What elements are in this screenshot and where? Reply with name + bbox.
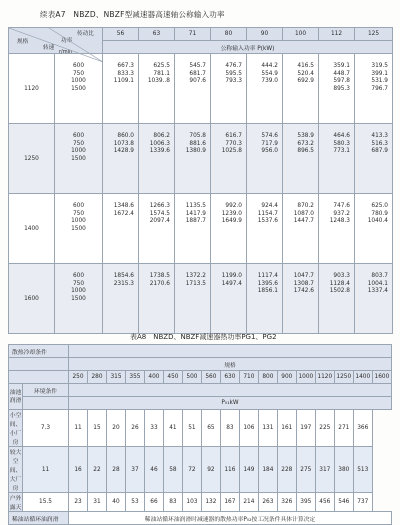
power-value: 667.3 <box>117 63 134 69</box>
power-value: 770.3 <box>225 140 242 147</box>
thermal-power-value: 23 <box>69 493 88 512</box>
power-value: 705.8 <box>189 133 206 139</box>
power-value: 580.3 <box>333 140 350 147</box>
power-value <box>103 296 134 304</box>
size-header: 1400 <box>353 371 372 384</box>
power-value <box>247 226 278 234</box>
power-value: 516.3 <box>371 140 388 147</box>
thermal-power-value: 132 <box>201 493 220 512</box>
power-value-cell <box>139 54 175 124</box>
speed-value: 600 <box>72 133 85 139</box>
thermal-power-value: 15 <box>88 410 107 447</box>
power-value: 2315.3 <box>113 280 134 287</box>
power-value-cell <box>103 54 139 124</box>
power-value <box>103 156 134 164</box>
thermal-power-value: 41 <box>163 410 182 447</box>
thermal-power-value: 72 <box>182 447 201 493</box>
ratio-header: 80 <box>211 28 247 41</box>
thermal-power-value: 28 <box>106 447 125 493</box>
power-value: 359.1 <box>333 63 350 69</box>
thermal-power-value: 263 <box>258 493 277 512</box>
size-header: 1120 <box>315 371 334 384</box>
thermal-power-value: 40 <box>106 493 125 512</box>
table-row <box>9 512 392 525</box>
speed-value: 600 <box>72 203 85 209</box>
power-value: 1372.2 <box>185 273 206 279</box>
power-value-cell <box>175 124 211 194</box>
ratio-header: 56 <box>103 28 139 41</box>
power-value <box>355 156 388 164</box>
power-value <box>139 86 170 94</box>
thermal-power-value: 317 <box>315 447 334 493</box>
power-value <box>247 296 278 304</box>
power-value: 796.7 <box>371 85 388 92</box>
power-value <box>283 296 314 304</box>
size-header: 355 <box>125 371 144 384</box>
corner-diagonals <box>9 28 103 62</box>
table-row <box>9 264 393 334</box>
size-cell: 1400 <box>9 194 55 264</box>
power-value: 448.7 <box>333 70 350 77</box>
power-value: 1339.6 <box>149 148 170 154</box>
thermal-power-value: 26 <box>125 410 144 447</box>
environment-label: 较大空间、大厂房 <box>9 447 23 493</box>
thermal-power-value: 737 <box>353 493 372 512</box>
environment-label: 小空间、小厂房 <box>9 410 23 447</box>
power-value-cell <box>355 54 393 124</box>
size-cell: 1250 <box>9 124 55 194</box>
power-value: 781.1 <box>153 70 170 77</box>
thermal-power-value: 83 <box>163 493 182 512</box>
power-value: 1854.6 <box>113 273 134 279</box>
thermal-power-value: 7.3 <box>23 410 69 447</box>
power-value: 545.7 <box>189 63 206 69</box>
size-header: 450 <box>163 371 182 384</box>
speed-cell <box>55 194 103 264</box>
power-value: 1713.5 <box>185 280 206 287</box>
thermal-power-value: 53 <box>125 493 144 512</box>
speed-value: 1000 <box>71 78 86 84</box>
thermal-power-value: 546 <box>334 493 353 512</box>
size-header: 250 <box>69 371 88 384</box>
size-cell: 1600 <box>9 264 55 334</box>
circulating-lube-label: 稀油站循环油润滑 <box>9 512 69 525</box>
power-value: 597.8 <box>333 78 350 84</box>
power-value: 992.0 <box>225 203 242 209</box>
power-value: 1266.3 <box>149 203 170 209</box>
thermal-power-value: 11 <box>69 410 88 447</box>
power-value: 416.5 <box>297 63 314 69</box>
power-value: 1348.6 <box>113 203 134 209</box>
power-value <box>211 86 242 94</box>
power-unit-label: P₀₁kW <box>69 397 392 410</box>
thermal-power-value: 83 <box>220 410 239 447</box>
thermal-power-value: 22 <box>88 447 107 493</box>
power-subheader: 公称输入功率 P(kW) <box>103 41 393 54</box>
power-value <box>211 288 242 296</box>
power-value: 681.7 <box>189 70 206 77</box>
table-row <box>9 124 393 194</box>
thermal-power-value: 228 <box>277 447 296 493</box>
power-value: 444.2 <box>261 63 278 69</box>
speed-value: 750 <box>72 210 85 217</box>
thermal-power-value: 149 <box>239 447 258 493</box>
ratio-header: 90 <box>247 28 283 41</box>
power-value: 881.6 <box>189 140 206 147</box>
power-value: 717.9 <box>261 140 278 147</box>
power-value-cell <box>355 124 393 194</box>
power-value: 1447.7 <box>293 218 314 224</box>
power-value: 1154.7 <box>257 210 278 217</box>
power-value-cell <box>103 264 139 334</box>
power-value: 1117.4 <box>257 273 278 279</box>
power-value <box>283 156 314 164</box>
power-value: 1502.8 <box>329 288 350 294</box>
power-value: 673.2 <box>297 140 314 147</box>
power-value: 1248.3 <box>329 218 350 224</box>
power-value: 574.6 <box>261 133 278 139</box>
power-value: 860.0 <box>117 133 134 139</box>
heat-condition-label: 散热冷却条件 <box>9 345 69 358</box>
power-value: 625.5 <box>153 63 170 69</box>
table-row <box>9 493 392 512</box>
power-value-cell <box>175 194 211 264</box>
power-value <box>175 288 206 296</box>
power-value: 907.6 <box>189 78 206 84</box>
thermal-power-value: 214 <box>239 493 258 512</box>
power-value <box>247 156 278 164</box>
power-value: 937.2 <box>333 210 350 217</box>
table1-caption: 续表A7 NBZD、NBZF型减速器高速轴公称输入功率 <box>40 10 225 19</box>
power-value <box>139 156 170 164</box>
power-value: 595.5 <box>225 70 242 77</box>
speed-cell <box>55 54 103 124</box>
size-header: 500 <box>182 371 201 384</box>
thermal-power-value: 20 <box>106 410 125 447</box>
size-label: 规格 <box>69 358 392 371</box>
power-value-cell <box>355 264 393 334</box>
power-value: 806.2 <box>153 133 170 139</box>
power-value <box>175 296 206 304</box>
power-value: 896.5 <box>297 148 314 154</box>
thermal-power-value: 37 <box>125 447 144 493</box>
power-value: 1040.4 <box>367 218 388 224</box>
power-value-cell <box>319 264 355 334</box>
power-value: 1395.6 <box>257 280 278 287</box>
power-value <box>103 86 134 94</box>
circulating-lube-note: 稀油站循环油润滑时减速器的散热功率P₀₂按工况条件具体计算决定 <box>69 512 392 525</box>
table-row <box>9 447 392 493</box>
power-value: 747.6 <box>333 203 350 209</box>
speed-cell <box>55 124 103 194</box>
power-value: 803.7 <box>371 273 388 279</box>
power-value-cell <box>211 264 247 334</box>
power-value-cell <box>283 124 319 194</box>
power-value-cell <box>175 54 211 124</box>
size-header: 280 <box>88 371 107 384</box>
power-value: 1039..8 <box>147 78 170 84</box>
thermal-power-value: 15.5 <box>23 493 69 512</box>
power-value: 773.1 <box>333 148 350 154</box>
power-value-cell <box>247 124 283 194</box>
size-header: 1600 <box>372 371 391 384</box>
thermal-power-value: 380 <box>334 447 353 493</box>
power-value: 1308.7 <box>293 280 314 287</box>
table-row <box>9 194 393 264</box>
power-value: 924.4 <box>261 203 278 209</box>
thermal-power-value: 184 <box>258 447 277 493</box>
power-value-cell <box>319 194 355 264</box>
power-value: 1380.9 <box>185 148 206 154</box>
thermal-power-value: 106 <box>239 410 258 447</box>
environment-label: 户外露天 <box>9 493 23 512</box>
power-value-cell <box>283 54 319 124</box>
power-value <box>319 156 350 164</box>
thermal-power-value: 275 <box>296 447 315 493</box>
power-value: 399.1 <box>371 70 388 77</box>
power-value: 1087.0 <box>293 210 314 217</box>
power-value-cell <box>283 264 319 334</box>
size-header: 315 <box>106 371 125 384</box>
size-header: 900 <box>277 371 296 384</box>
table-row <box>9 410 392 447</box>
thermal-power-value: 167 <box>220 493 239 512</box>
power-value: 833.3 <box>117 70 134 77</box>
power-value <box>319 226 350 234</box>
power-value-cell <box>139 124 175 194</box>
table2-caption: 表A8 NBZD、NBZF减速器热功率PG1、PG2 <box>130 333 277 341</box>
thermal-power-value: 197 <box>296 410 315 447</box>
power-value-cell <box>211 54 247 124</box>
power-value: 903.3 <box>333 273 350 279</box>
thermal-power-value: 51 <box>182 410 201 447</box>
power-value-cell <box>319 124 355 194</box>
speed-value: 1500 <box>71 225 86 232</box>
power-value: 1047.7 <box>293 273 314 279</box>
speed-value: 1000 <box>71 218 86 224</box>
power-value: 538.9 <box>297 133 314 139</box>
power-value: 780.9 <box>371 210 388 217</box>
power-value: 1135.5 <box>185 203 206 209</box>
power-label: 功率 <box>61 38 73 44</box>
power-value-cell <box>355 194 393 264</box>
speed-unit-label: r/min <box>59 49 73 55</box>
table1-corner-header <box>9 28 103 54</box>
power-value-cell <box>103 124 139 194</box>
power-value-cell <box>247 194 283 264</box>
power-value-cell <box>319 54 355 124</box>
power-value: 956.0 <box>261 148 278 154</box>
power-value <box>139 296 170 304</box>
size-header: 560 <box>201 371 220 384</box>
power-value: 1887.7 <box>185 218 206 224</box>
power-value <box>103 226 134 234</box>
env-condition-label: 环境条件 <box>23 384 69 397</box>
speed-value: 1500 <box>71 295 86 302</box>
power-value-cell <box>247 54 283 124</box>
speed-value: 750 <box>72 70 85 77</box>
speed-value: 600 <box>72 273 85 279</box>
power-value: 1738.5 <box>149 273 170 279</box>
speed-value: 1000 <box>71 148 86 154</box>
thermal-power-value: 103 <box>182 493 201 512</box>
size-cell: 1120 <box>9 54 55 124</box>
size-header: 1250 <box>334 371 353 384</box>
power-value <box>139 288 170 296</box>
power-value-cell <box>175 264 211 334</box>
speed-cell <box>55 264 103 334</box>
power-value-cell <box>211 124 247 194</box>
power-value <box>175 226 206 234</box>
size-header: 1000 <box>296 371 315 384</box>
size-header: 710 <box>239 371 258 384</box>
thermal-power-value: 395 <box>296 493 315 512</box>
power-value <box>175 86 206 94</box>
power-value: 2170.6 <box>149 280 170 287</box>
power-value: 687.9 <box>371 148 388 154</box>
gauge-label: 规格 <box>17 39 29 45</box>
size-header: 800 <box>258 371 277 384</box>
power-value: 1128.4 <box>329 280 350 287</box>
thermal-power-value: 92 <box>201 447 220 493</box>
power-value <box>355 296 388 304</box>
thermal-power-value: 58 <box>163 447 182 493</box>
power-value: 1239.0 <box>221 210 242 217</box>
thermal-power-value: 66 <box>144 493 163 512</box>
power-value-cell <box>103 194 139 264</box>
power-value: 870.2 <box>297 203 314 209</box>
speed-value: 1500 <box>71 85 86 92</box>
power-value: 1428.9 <box>113 148 134 154</box>
power-value <box>355 226 388 234</box>
ratio-header: 125 <box>355 28 393 41</box>
power-value: 413.3 <box>371 133 388 139</box>
thermal-power-value: 161 <box>277 410 296 447</box>
power-value <box>283 86 314 94</box>
power-value <box>211 226 242 234</box>
power-value: 692.9 <box>297 78 314 84</box>
power-value <box>103 288 134 296</box>
power-value <box>211 296 242 304</box>
thermal-power-value: 16 <box>69 447 88 493</box>
thermal-power-value: 46 <box>144 447 163 493</box>
power-value-cell <box>283 194 319 264</box>
power-value: 1537.6 <box>257 218 278 224</box>
size-header: 630 <box>220 371 239 384</box>
thermal-power-table <box>8 344 392 525</box>
power-value: 1856.1 <box>257 288 278 294</box>
thermal-power-value: 116 <box>220 447 239 493</box>
power-value: 739.0 <box>261 78 278 84</box>
ratio-header: 100 <box>283 28 319 41</box>
thermal-power-value: 456 <box>315 493 334 512</box>
power-value: 1417.9 <box>185 210 206 217</box>
ratio-header: 71 <box>175 28 211 41</box>
power-value <box>319 296 350 304</box>
power-value: 1649.9 <box>221 218 242 224</box>
power-value <box>283 226 314 234</box>
power-value: 1742.6 <box>293 288 314 294</box>
power-value <box>211 156 242 164</box>
power-value: 793.3 <box>225 78 242 84</box>
ratio-label: 传动比 <box>77 31 94 37</box>
power-value: 1672.4 <box>113 210 134 217</box>
speed-value: 750 <box>72 280 85 287</box>
power-value: 1004.1 <box>367 280 388 287</box>
thermal-power-value: 11 <box>23 447 69 493</box>
power-value: 520.4 <box>297 70 314 77</box>
speed-value: 1500 <box>71 155 86 162</box>
thermal-power-value: 131 <box>258 410 277 447</box>
power-value-cell <box>211 194 247 264</box>
power-value: 1574.5 <box>149 210 170 217</box>
power-value: 1025.8 <box>221 148 242 154</box>
power-value: 1199.0 <box>221 273 242 279</box>
power-value-cell <box>139 194 175 264</box>
thermal-power-value: 225 <box>315 410 334 447</box>
power-value <box>103 218 134 226</box>
power-value: 1073.8 <box>113 140 134 147</box>
power-value: 1006.3 <box>149 140 170 147</box>
thermal-power-value: 31 <box>88 493 107 512</box>
oil-bath-group-label: 油池润滑 <box>9 384 23 410</box>
power-value: 1497.4 <box>221 280 242 287</box>
thermal-power-value: 366 <box>353 410 372 447</box>
nominal-input-power-table <box>8 27 393 334</box>
power-value: 531.9 <box>371 78 388 84</box>
power-value: 319.5 <box>371 63 388 69</box>
power-value: 476.7 <box>225 63 242 69</box>
power-value <box>139 226 170 234</box>
power-value-cell <box>139 264 175 334</box>
power-value: 1109.1 <box>113 78 134 84</box>
speed-value: 750 <box>72 140 85 147</box>
speed-value: 1000 <box>71 288 86 294</box>
power-value: 895.3 <box>333 85 350 92</box>
power-value <box>175 156 206 164</box>
thermal-power-value: 271 <box>334 410 353 447</box>
power-value: 1337.4 <box>367 288 388 294</box>
power-value <box>247 86 278 94</box>
power-value-cell <box>247 264 283 334</box>
thermal-power-value: 65 <box>201 410 220 447</box>
speed-label: 转速 <box>43 45 55 51</box>
speed-value: 600 <box>72 63 85 69</box>
power-value: 464.6 <box>333 133 350 139</box>
ratio-header: 112 <box>319 28 355 41</box>
table-row <box>9 54 393 124</box>
thermal-power-value: 513 <box>353 447 372 493</box>
thermal-power-value: 326 <box>277 493 296 512</box>
ratio-header: 63 <box>139 28 175 41</box>
power-value: 554.9 <box>261 70 278 77</box>
size-header: 400 <box>144 371 163 384</box>
power-value: 616.7 <box>225 133 242 139</box>
power-value: 625.0 <box>371 203 388 209</box>
power-value: 2097.4 <box>149 218 170 224</box>
thermal-power-value: 33 <box>144 410 163 447</box>
